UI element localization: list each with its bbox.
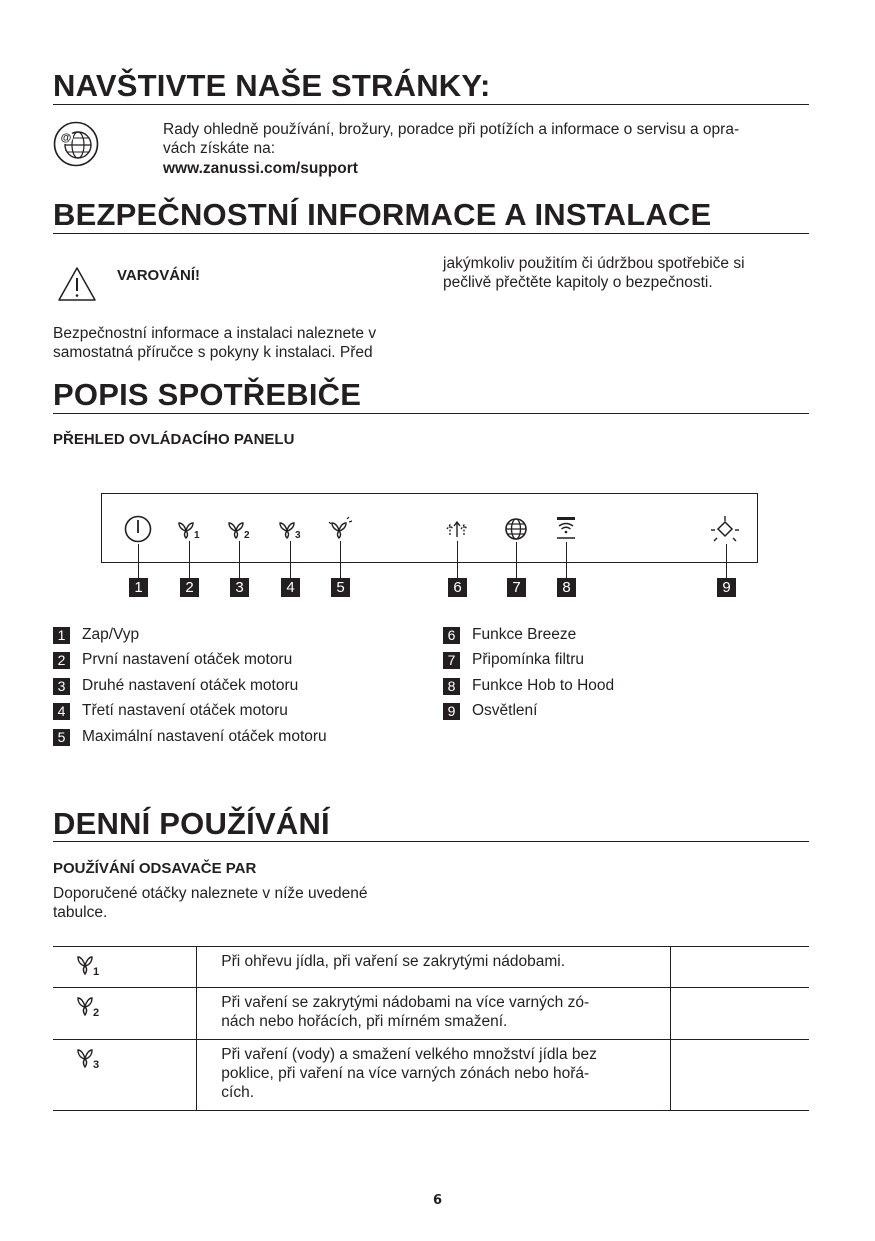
hood-usage-subheading: POUŽÍVÁNÍ ODSAVAČE PAR bbox=[53, 860, 257, 877]
leader-line bbox=[516, 542, 517, 579]
leader-line bbox=[340, 541, 341, 579]
row-text: Při vaření se zakrytými nádobami na více varných zó- bbox=[221, 994, 590, 1011]
legend-label: Třetí nastavení otáček motoru bbox=[82, 702, 288, 719]
leader-line bbox=[138, 544, 139, 579]
light-icon[interactable] bbox=[710, 515, 740, 543]
visit-text-line1: Rady ohledně používání, brožury, poradce při potížích a informace o servisu a opra- bbox=[163, 121, 740, 138]
row-text: nách nebo hořácích, při mírném smažení. bbox=[221, 1013, 508, 1030]
panel-number-badge: 8 bbox=[557, 578, 576, 597]
legend-label: Funkce Hob to Hood bbox=[472, 677, 615, 694]
legend-number: 9 bbox=[443, 703, 460, 720]
panel-number-badge: 9 bbox=[717, 578, 736, 597]
safety-left-line2: samostatná příručce s pokyny k instalaci. Před bbox=[53, 344, 373, 361]
table-row bbox=[53, 1040, 809, 1111]
legend-number: 7 bbox=[443, 652, 460, 669]
fan-speed-1-icon[interactable] bbox=[176, 518, 202, 540]
control-panel-subheading: PŘEHLED OVLÁDACÍHO PANELU bbox=[53, 431, 295, 448]
legend-label: Maximální nastavení otáček motoru bbox=[82, 728, 327, 745]
power-icon[interactable] bbox=[124, 515, 152, 543]
safety-right-line2: pečlivě přečtěte kapitoly o bezpečnosti. bbox=[443, 274, 713, 291]
leader-line bbox=[290, 541, 291, 579]
globe-at-icon bbox=[53, 121, 99, 167]
speed-number: 2 bbox=[93, 1007, 100, 1018]
legend-label: Zap/Vyp bbox=[82, 626, 140, 643]
panel-number-badge: 6 bbox=[448, 578, 467, 597]
leader-line bbox=[239, 541, 240, 579]
support-link[interactable]: www.zanussi.com/support bbox=[163, 160, 358, 177]
legend-number: 2 bbox=[53, 652, 70, 669]
panel-number-badge: 1 bbox=[129, 578, 148, 597]
legend-number: 8 bbox=[443, 678, 460, 695]
fan-speed-3-icon[interactable] bbox=[277, 518, 303, 540]
table-row bbox=[53, 947, 809, 988]
legend-label: První nastavení otáček motoru bbox=[82, 651, 293, 668]
page-number: 6 bbox=[432, 1193, 443, 1208]
speed-table bbox=[53, 946, 809, 1111]
legend-label: Osvětlení bbox=[472, 702, 538, 719]
heading-rule bbox=[53, 104, 809, 105]
legend-number: 6 bbox=[443, 627, 460, 644]
fan-max-icon[interactable] bbox=[327, 516, 353, 540]
svg-text:@: @ bbox=[60, 132, 72, 144]
heading-rule bbox=[53, 413, 809, 414]
speed-number: 3 bbox=[93, 1059, 100, 1070]
breeze-icon[interactable] bbox=[444, 517, 470, 539]
legend-label: Druhé nastavení otáček motoru bbox=[82, 677, 299, 694]
hob-to-hood-icon[interactable] bbox=[554, 515, 578, 541]
row-text: Při vaření (vody) a smažení velkého množství jídla bez bbox=[221, 1046, 597, 1063]
leader-line bbox=[189, 541, 190, 579]
legend-number: 3 bbox=[53, 678, 70, 695]
daily-heading: DENNÍ POUŽÍVÁNÍ bbox=[53, 806, 330, 841]
legend-number: 5 bbox=[53, 729, 70, 746]
legend-label: Připomínka filtru bbox=[472, 651, 584, 668]
legend-number: 1 bbox=[53, 627, 70, 644]
intro-line2: tabulce. bbox=[53, 904, 108, 921]
fan-speed-3-icon bbox=[75, 1046, 105, 1070]
visit-heading: NAVŠTIVTE NAŠE STRÁNKY: bbox=[53, 68, 491, 103]
panel-number-badge: 5 bbox=[331, 578, 350, 597]
safety-right-line1: jakýmkoliv použitím či údržbou spotřebiče si bbox=[443, 255, 745, 272]
description-heading: POPIS SPOTŘEBIČE bbox=[53, 377, 362, 412]
svg-text:2: 2 bbox=[244, 530, 250, 540]
safety-heading: BEZPEČNOSTNÍ INFORMACE A INSTALACE bbox=[53, 197, 712, 232]
legend-label: Funkce Breeze bbox=[472, 626, 577, 643]
heading-rule bbox=[53, 233, 809, 234]
safety-left-line1: Bezpečnostní informace a instalaci naleznete v bbox=[53, 325, 377, 342]
speed-number: 1 bbox=[93, 966, 100, 977]
leader-line bbox=[726, 544, 727, 579]
heading-rule bbox=[53, 841, 809, 842]
fan-speed-1-icon bbox=[75, 953, 105, 977]
row-text: poklice, při vaření na více varných zónách nebo hořá- bbox=[221, 1065, 590, 1082]
svg-text:3: 3 bbox=[295, 530, 301, 540]
panel-number-badge: 2 bbox=[180, 578, 199, 597]
panel-number-badge: 4 bbox=[281, 578, 300, 597]
warning-label: VAROVÁNÍ! bbox=[117, 267, 201, 284]
row-text: cích. bbox=[221, 1084, 255, 1101]
warning-triangle-icon bbox=[57, 266, 97, 302]
intro-line1: Doporučené otáčky naleznete v níže uvedené bbox=[53, 885, 368, 902]
row-text: Při ohřevu jídla, při vaření se zakrytými nádobami. bbox=[221, 953, 566, 970]
table-row bbox=[53, 988, 809, 1040]
svg-text:1: 1 bbox=[194, 530, 200, 540]
filter-reminder-icon[interactable] bbox=[504, 517, 528, 541]
panel-number-badge: 3 bbox=[230, 578, 249, 597]
leader-line bbox=[566, 542, 567, 579]
legend-number: 4 bbox=[53, 703, 70, 720]
panel-number-badge: 7 bbox=[507, 578, 526, 597]
fan-speed-2-icon bbox=[75, 994, 105, 1018]
visit-text-line2: vách získáte na: bbox=[163, 140, 276, 157]
fan-speed-2-icon[interactable] bbox=[226, 518, 252, 540]
leader-line bbox=[457, 541, 458, 579]
